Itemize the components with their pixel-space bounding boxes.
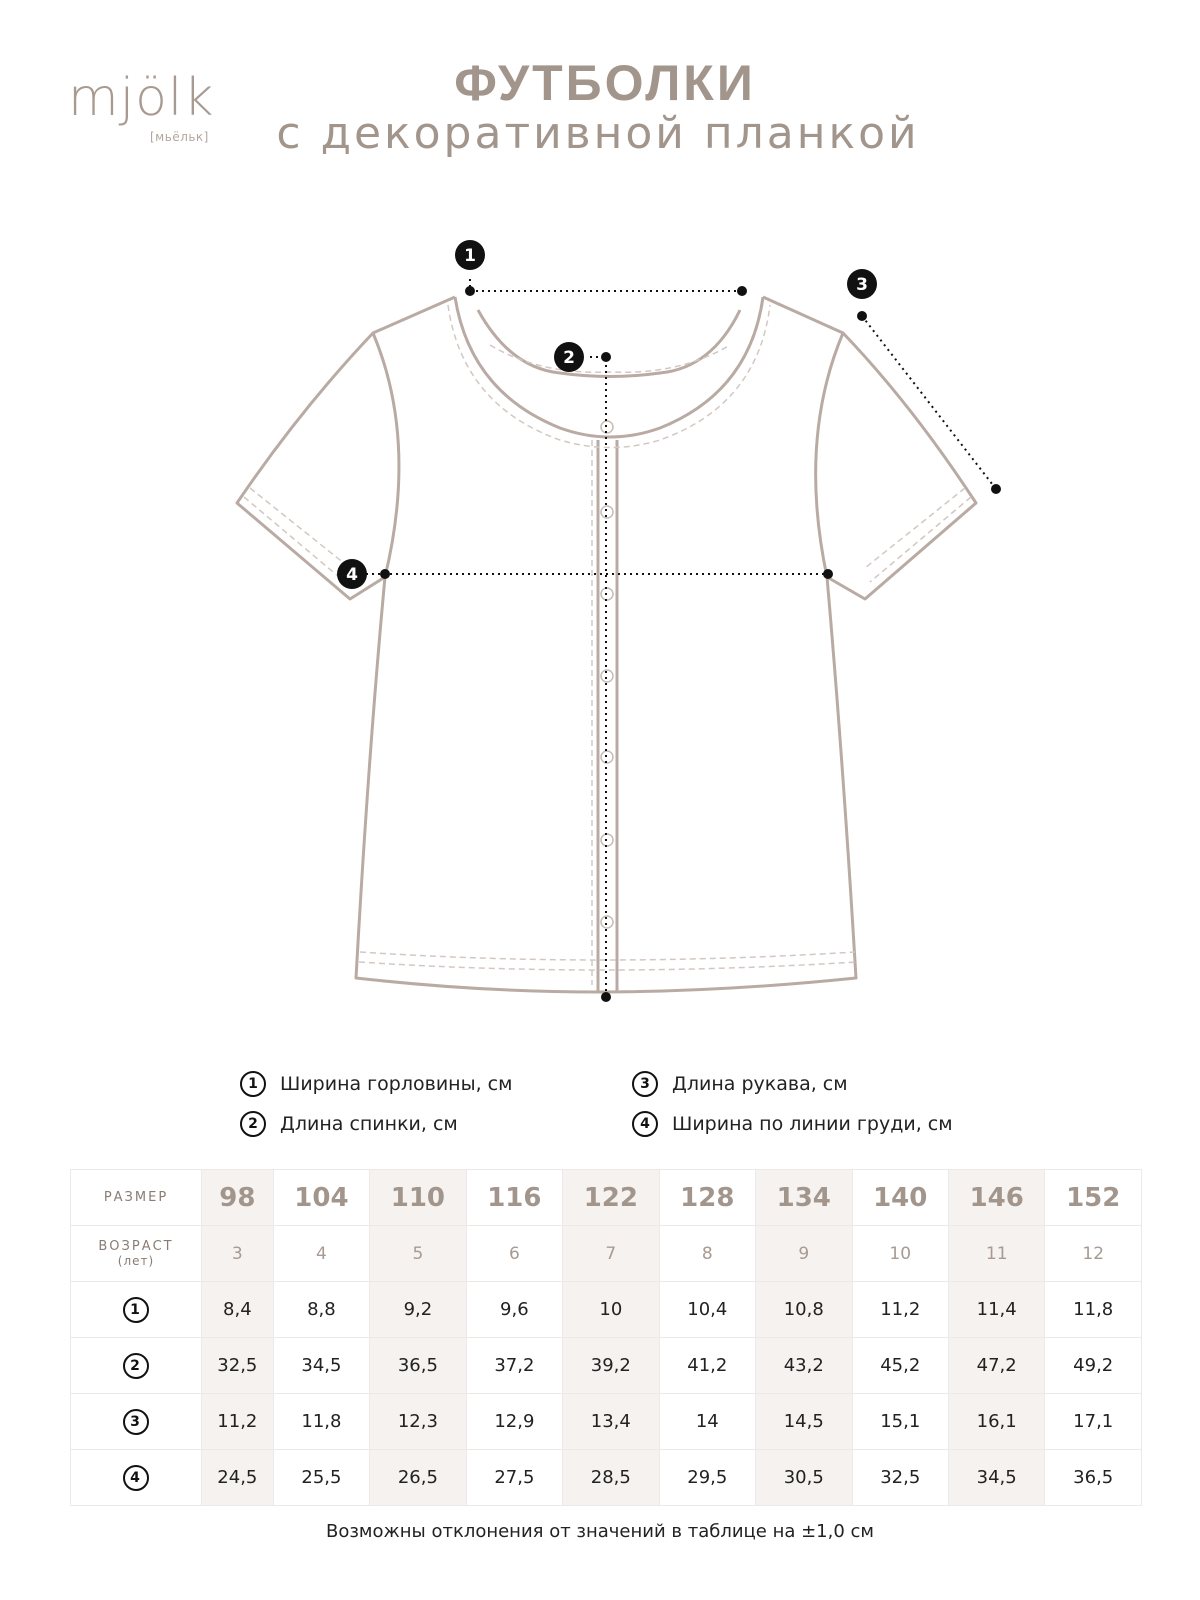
value-cell: 14,5 — [756, 1394, 852, 1450]
value-cell: 47,2 — [948, 1338, 1044, 1394]
tolerance-note: Возможны отклонения от значений в таблице на ±1,0 см — [326, 1521, 874, 1542]
age-cell: 3 — [202, 1226, 274, 1282]
age-cell: 9 — [756, 1226, 852, 1282]
value-cell: 43,2 — [756, 1338, 852, 1394]
row-number-cell — [71, 1338, 202, 1394]
value-cell: 26,5 — [370, 1450, 466, 1506]
value-cell: 11,8 — [1045, 1282, 1142, 1338]
value-cell: 12,9 — [466, 1394, 562, 1450]
size-cell: 134 — [756, 1170, 852, 1226]
legend-item — [632, 1104, 953, 1144]
size-cell: 122 — [563, 1170, 659, 1226]
age-cell: 10 — [852, 1226, 948, 1282]
size-cell: 104 — [273, 1170, 369, 1226]
size-cell: 98 — [202, 1170, 274, 1226]
size-cell: 152 — [1045, 1170, 1142, 1226]
value-cell: 11,8 — [273, 1394, 369, 1450]
value-cell: 10 — [563, 1282, 659, 1338]
size-cell: 110 — [370, 1170, 466, 1226]
legend-item — [632, 1064, 953, 1104]
value-cell: 24,5 — [202, 1450, 274, 1506]
age-unit: (лет) — [117, 1254, 155, 1268]
legend-column-left — [240, 1064, 512, 1144]
value-cell: 34,5 — [948, 1450, 1044, 1506]
value-cell: 37,2 — [466, 1338, 562, 1394]
age-cell: 7 — [563, 1226, 659, 1282]
value-cell: 11,2 — [202, 1394, 274, 1450]
table-row-measure-1 — [71, 1282, 1142, 1338]
legend-item — [240, 1064, 512, 1104]
title-subtitle: с декоративной планкой — [276, 108, 920, 159]
legend-label: Длина рукава, см — [672, 1073, 848, 1095]
value-cell: 8,4 — [202, 1282, 274, 1338]
value-cell: 29,5 — [659, 1450, 755, 1506]
row-number: 1 — [123, 1297, 149, 1323]
table-row-size — [71, 1170, 1142, 1226]
value-cell: 11,2 — [852, 1282, 948, 1338]
marker-1 — [455, 240, 485, 270]
measure-line-3 — [862, 316, 996, 489]
legend-number: 2 — [240, 1111, 266, 1137]
value-cell: 32,5 — [852, 1450, 948, 1506]
age-label-cell — [71, 1226, 202, 1282]
table-row-age — [71, 1226, 1142, 1282]
tshirt-stitching — [244, 305, 971, 985]
value-cell: 9,2 — [370, 1282, 466, 1338]
size-cell: 146 — [948, 1170, 1044, 1226]
value-cell: 12,3 — [370, 1394, 466, 1450]
table-row-measure-3 — [71, 1394, 1142, 1450]
marker-2 — [554, 342, 584, 372]
value-cell: 25,5 — [273, 1450, 369, 1506]
size-table — [70, 1169, 1142, 1506]
value-cell: 14 — [659, 1394, 755, 1450]
title-main: ФУТБОЛКИ — [454, 55, 756, 111]
size-cell: 140 — [852, 1170, 948, 1226]
value-cell: 41,2 — [659, 1338, 755, 1394]
age-label: ВОЗРАСТ — [98, 1239, 174, 1254]
size-label: РАЗМЕР — [71, 1170, 202, 1226]
age-cell: 5 — [370, 1226, 466, 1282]
value-cell: 27,5 — [466, 1450, 562, 1506]
legend-column-right — [632, 1064, 953, 1144]
legend-item — [240, 1104, 512, 1144]
value-cell: 32,5 — [202, 1338, 274, 1394]
age-cell: 4 — [273, 1226, 369, 1282]
measurement-dots — [380, 286, 1001, 1002]
row-number: 2 — [123, 1353, 149, 1379]
value-cell: 36,5 — [370, 1338, 466, 1394]
size-cell: 128 — [659, 1170, 755, 1226]
legend-label: Длина спинки, см — [280, 1113, 458, 1135]
value-cell: 34,5 — [273, 1338, 369, 1394]
value-cell: 11,4 — [948, 1282, 1044, 1338]
value-cell: 8,8 — [273, 1282, 369, 1338]
marker-4 — [337, 559, 367, 589]
value-cell: 45,2 — [852, 1338, 948, 1394]
value-cell: 49,2 — [1045, 1338, 1142, 1394]
value-cell: 13,4 — [563, 1394, 659, 1450]
marker-3 — [847, 269, 877, 299]
value-cell: 30,5 — [756, 1450, 852, 1506]
row-number-cell — [71, 1450, 202, 1506]
svg-text:3: 3 — [856, 275, 868, 295]
brand-name: mjölk — [68, 68, 215, 128]
value-cell: 10,8 — [756, 1282, 852, 1338]
row-number-cell — [71, 1394, 202, 1450]
measurement-lines — [366, 279, 996, 997]
row-number: 3 — [123, 1409, 149, 1435]
value-cell: 28,5 — [563, 1450, 659, 1506]
value-cell: 9,6 — [466, 1282, 562, 1338]
age-cell: 11 — [948, 1226, 1044, 1282]
legend-number: 1 — [240, 1071, 266, 1097]
size-cell: 116 — [466, 1170, 562, 1226]
svg-text:4: 4 — [346, 565, 358, 585]
age-cell: 12 — [1045, 1226, 1142, 1282]
age-cell: 6 — [466, 1226, 562, 1282]
age-cell: 8 — [659, 1226, 755, 1282]
value-cell: 17,1 — [1045, 1394, 1142, 1450]
table-row-measure-2 — [71, 1338, 1142, 1394]
value-cell: 36,5 — [1045, 1450, 1142, 1506]
measure-line-1 — [470, 279, 742, 291]
row-number: 4 — [123, 1465, 149, 1491]
legend-label: Ширина горловины, см — [280, 1073, 513, 1095]
legend-number: 3 — [632, 1071, 658, 1097]
value-cell: 15,1 — [852, 1394, 948, 1450]
svg-text:1: 1 — [464, 246, 476, 266]
row-number-cell — [71, 1282, 202, 1338]
brand-transcription: [мьёльк] — [150, 130, 209, 144]
svg-text:2: 2 — [563, 348, 575, 368]
legend-number: 4 — [632, 1111, 658, 1137]
value-cell: 10,4 — [659, 1282, 755, 1338]
legend-label: Ширина по линии груди, см — [672, 1113, 953, 1135]
value-cell: 16,1 — [948, 1394, 1044, 1450]
value-cell: 39,2 — [563, 1338, 659, 1394]
table-row-measure-4 — [71, 1450, 1142, 1506]
